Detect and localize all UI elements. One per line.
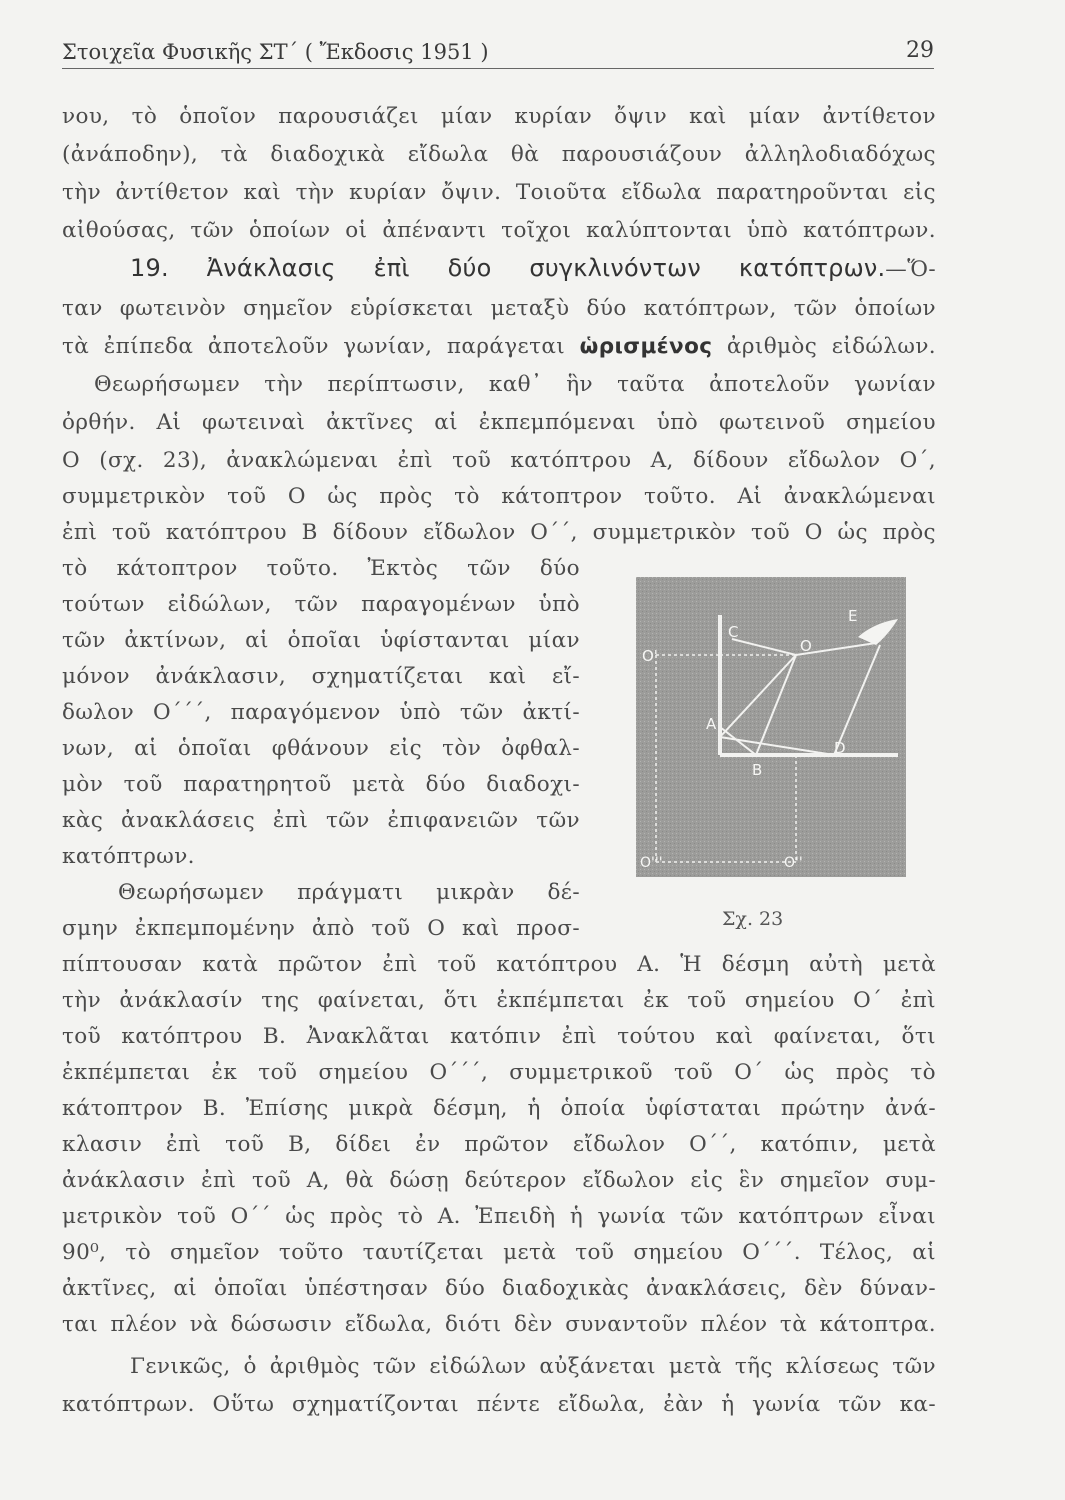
section-heading-line (130, 256, 936, 281)
text-line: ἐκπέμπεται ἐκ τοῦ σημείου Ο΄΄΄, συμμετρικοῦ τοῦ Ο΄ ὡς πρὸς τὸ (62, 1060, 936, 1085)
text-line: πίπτουσαν κατὰ πρῶτον ἐπὶ τοῦ κατόπτρου Α. Ἡ δέσμη αὐτὴ μετὰ (62, 952, 936, 977)
text-line (62, 336, 936, 358)
text-line: ἀνάκλασιν ἐπὶ τοῦ Α, θὰ δώσῃ δεύτερον εἴδωλον εἰς ἓν σημεῖον συμ- (62, 1168, 936, 1193)
text-line: κὰς ἀνακλάσεις ἐπὶ τῶν ἐπιφανειῶν τῶν (62, 808, 580, 833)
text-line: (ἀνάποδην), τὰ διαδοχικὰ εἴδωλα θὰ παρουσιάζουν ἀλληλοδιαδόχως (62, 142, 936, 167)
label-o: O (800, 637, 812, 655)
label-a: A (706, 715, 717, 733)
text-line: ἐπὶ τοῦ κατόπτρου Β δίδουν εἴδωλον Ο΄΄, συμμετρικὸν τοῦ Ο ὡς πρὸς (62, 520, 936, 545)
section-heading: 19. Ἀνάκλασις ἐπὶ δύο συγκλινόντων κατόπτρων. (130, 254, 886, 282)
text-line: 90⁰, τὸ σημεῖον τοῦτο ταυτίζεται μετὰ τοῦ σημείου Ο΄΄΄. Τέλος, αἱ (62, 1240, 936, 1265)
text-line: τούτων εἰδώλων, τῶν παραγομένων ὑπὸ (62, 592, 580, 617)
label-o-prime: O' (642, 647, 658, 665)
text-span: ἀριθμὸς εἰδώλων. (726, 334, 937, 359)
figure-caption: Σχ. 23 (722, 908, 784, 930)
label-c: C (728, 623, 739, 641)
text-line: τὴν ἀνάκλασίν της φαίνεται, ὅτι ἐκπέμπεται ἐκ τοῦ σημείου Ο΄ ἐπὶ (62, 988, 936, 1013)
text-line: κάτοπτρον Β. Ἐπίσης μικρὰ δέσμη, ἡ ὁποία ὑφίσταται πρώτην ἀνά- (62, 1096, 936, 1121)
text-line: νου, τὸ ὁποῖον παρουσιάζει μίαν κυρίαν ὄψιν καὶ μίαν ἀντίθετον (62, 104, 936, 129)
page-number: 29 (906, 38, 934, 63)
emphasis-word: ὡρισμένος (579, 334, 713, 359)
text-line: νων, αἱ ὁποῖαι φθάνουν εἰς τὸν ὀφθαλ- (62, 736, 580, 761)
text-line: Γενικῶς, ὁ ἀριθμὸς τῶν εἰδώλων αὐξάνεται μετὰ τῆς κλίσεως τῶν (130, 1354, 936, 1379)
text-line: Ο (σχ. 23), ἀνακλώμεναι ἐπὶ τοῦ κατόπτρου Α, δίδουν εἴδωλον Ο΄, (62, 448, 936, 473)
text-line: μετρικὸν τοῦ Ο΄΄ ὡς πρὸς τὸ Α. Ἐπειδὴ ἡ γωνία τῶν κατόπτρων εἶναι (62, 1204, 936, 1229)
label-e: E (848, 607, 858, 625)
label-o-double: O'' (784, 855, 803, 871)
text-line: δωλον Ο΄΄΄, παραγόμενον ὑπὸ τῶν ἀκτί- (62, 700, 580, 725)
text-line: Θεωρήσωμεν πράγματι μικρὰν δέ- (118, 880, 580, 905)
text-line: κλασιν ἐπὶ τοῦ Β, δίδει ἐν πρῶτον εἴδωλον Ο΄΄, κατόπιν, μετὰ (62, 1132, 936, 1157)
text-line: συμμετρικὸν τοῦ Ο ὡς πρὸς τὸ κάτοπτρον τοῦτο. Αἱ ἀνακλώμεναι (62, 484, 936, 509)
text-line: Θεωρήσωμεν τὴν περίπτωσιν, καθ᾽ ἣν ταῦτα ἀποτελοῦν γωνίαν (94, 372, 936, 397)
label-d: D (834, 739, 846, 757)
text-line: σμην ἐκπεμπομένην ἀπὸ τοῦ Ο καὶ προσ- (62, 916, 580, 941)
text-line: τῶν ἀκτίνων, αἱ ὁποῖαι ὑφίστανται μίαν (62, 628, 580, 653)
text-line: ὀρθήν. Αἱ φωτειναὶ ἀκτῖνες αἱ ἐκπεμπόμεναι ὑπὸ φωτεινοῦ σημείου (62, 410, 936, 435)
mirror-diagram (636, 577, 906, 877)
figure-background (636, 577, 906, 877)
text-line: τὸ κάτοπτρον τοῦτο. Ἐκτὸς τῶν δύο (62, 556, 580, 581)
section-lead: —Ὅ- (885, 257, 936, 282)
text-line: τοῦ κατόπτρου Β. Ἀνακλᾶται κατόπιν ἐπὶ τούτου καὶ φαίνεται, ὅτι (62, 1024, 936, 1049)
running-title: Στοιχεῖα Φυσικῆς ΣΤ΄ ( Ἔκδοσις 1951 ) (62, 40, 489, 64)
text-line: ἀκτῖνες, αἱ ὁποῖαι ὑπέστησαν δύο διαδοχικὰς ἀνακλάσεις, δὲν δύναν- (62, 1276, 936, 1301)
text-line: αἰθούσας, τῶν ὁποίων οἱ ἀπέναντι τοῖχοι καλύπτονται ὑπὸ κατόπτρων. (62, 218, 936, 243)
text-span: τὰ ἐπίπεδα ἀποτελοῦν γωνίαν, παράγεται (62, 334, 566, 359)
figure-23 (636, 577, 906, 877)
page-header (62, 34, 934, 69)
text-line: μόνον ἀνάκλασιν, σχηματίζεται καὶ εἴ- (62, 664, 580, 689)
text-line: κατόπτρων. Οὕτω σχηματίζονται πέντε εἴδωλα, ἐὰν ἡ γωνία τῶν κα- (62, 1392, 936, 1417)
text-line: ται πλέον νὰ δώσωσιν εἴδωλα, διότι δὲν συναντοῦν πλέον τὰ κάτοπτρα. (62, 1312, 936, 1337)
text-line: τὴν ἀντίθετον καὶ τὴν κυρίαν ὄψιν. Τοιοῦτα εἴδωλα παρατηροῦνται εἰς (62, 180, 936, 205)
label-o-triple: O''' (640, 855, 663, 871)
text-line: μὸν τοῦ παρατηρητοῦ μετὰ δύο διαδοχι- (62, 772, 580, 797)
label-b: B (752, 761, 763, 779)
text-line: κατόπτρων. (62, 844, 195, 869)
text-line: ταν φωτεινὸν σημεῖον εὑρίσκεται μεταξὺ δύο κατόπτρων, τῶν ὁποίων (62, 296, 936, 321)
